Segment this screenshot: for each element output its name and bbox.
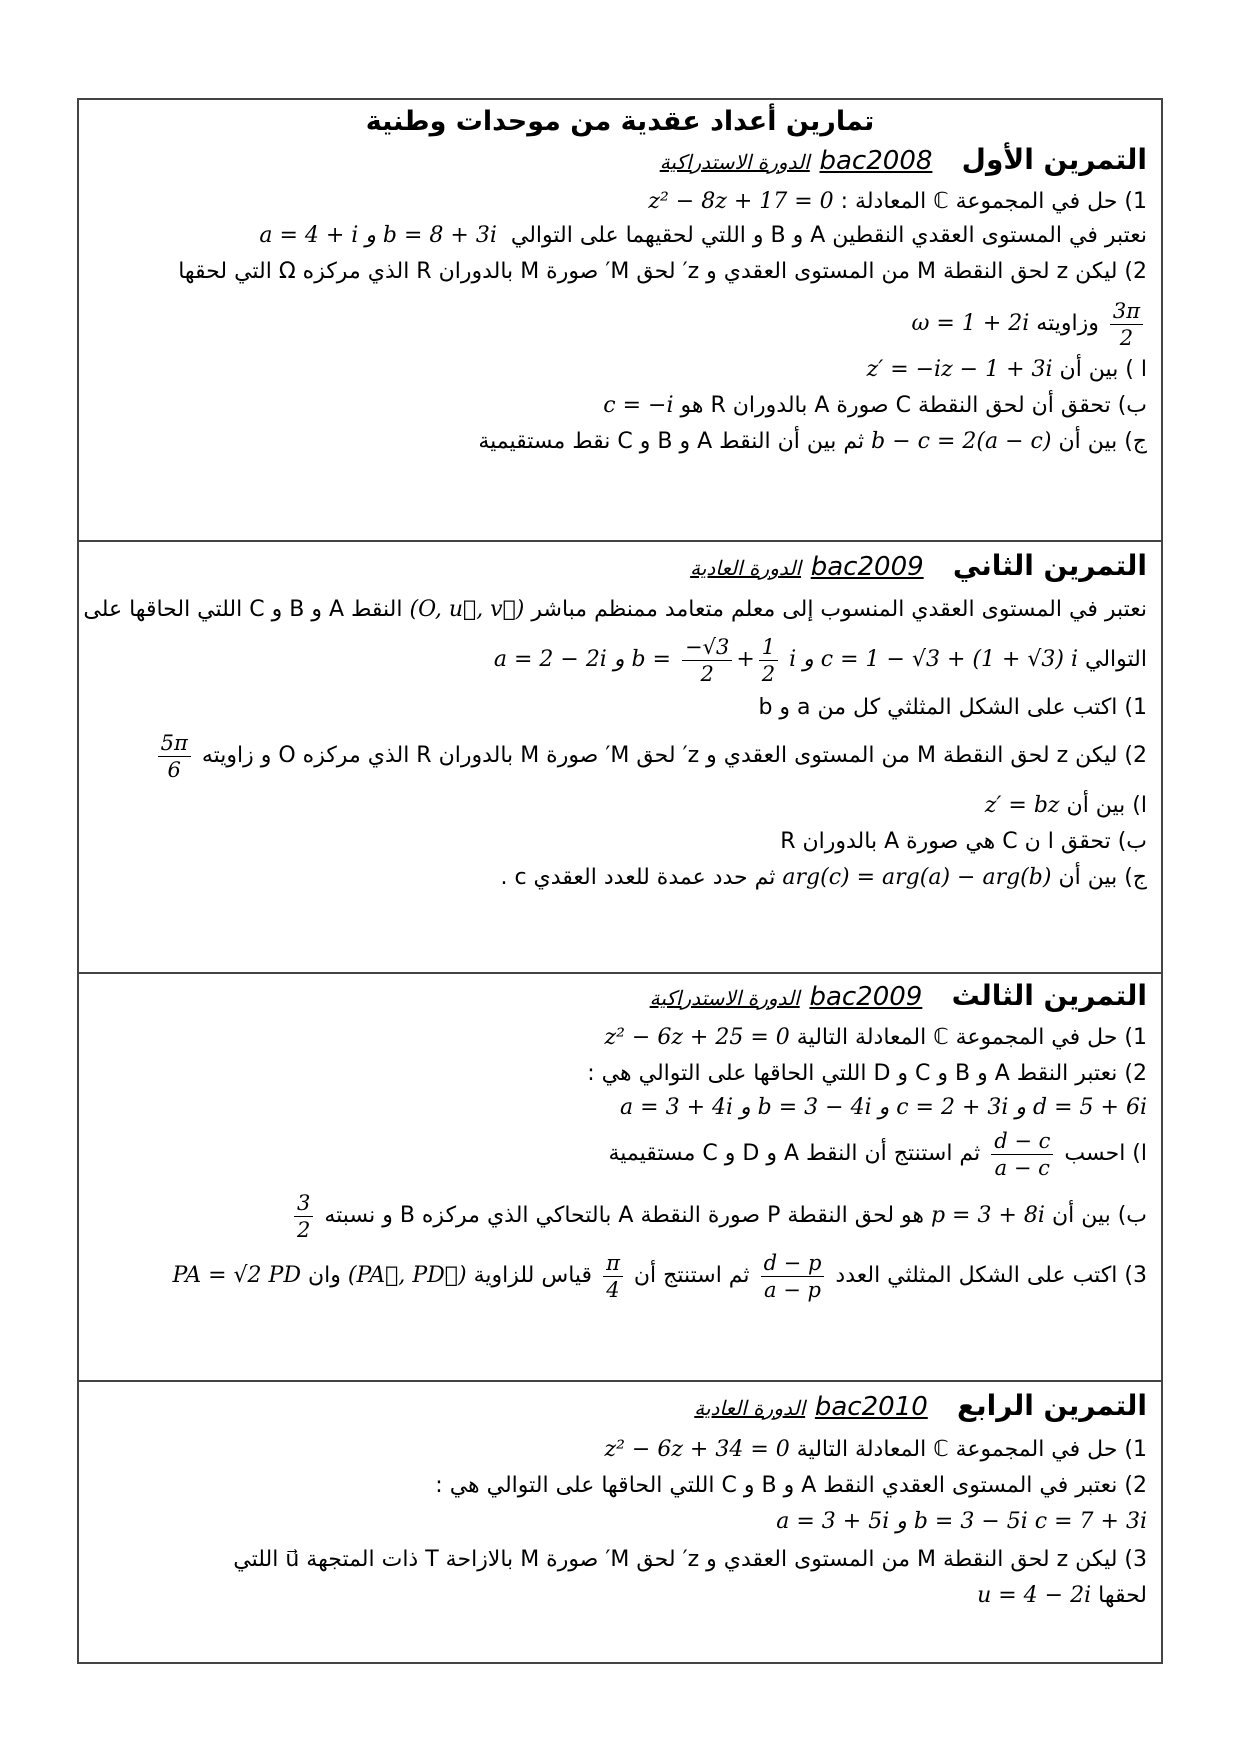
ex1-q2b (93, 390, 1147, 422)
ex1-q2c-text-b: ثم بين أن النقط A و B و C نقط مستقيمية (478, 429, 865, 454)
ex3-q3-text-c: قياس للزاوية (473, 1263, 593, 1288)
ex4-affixes-math: a = 3 + 5i و b = 3 − 5i c = 7 + 3i (776, 1509, 1147, 1534)
ex2-angle-fraction (158, 730, 191, 783)
ex3-affixes (93, 1092, 1147, 1124)
ex2-q2c (93, 862, 1147, 894)
exercise-4-session: الدورة العادية (694, 1396, 806, 1420)
ex2-intro (83, 594, 1147, 626)
exercise-2-header (93, 550, 1147, 584)
ex2-q2 (93, 728, 1147, 784)
ex3-q3-text-a: 3) اكتب على الشكل المثلثي العدد (835, 1263, 1147, 1288)
exercise-3-session: الدورة الاستدراكية (649, 986, 800, 1010)
ex2-angle-den: 6 (167, 757, 181, 782)
ex3-q3-den2: 4 (606, 1277, 620, 1302)
ex1-q2: 2) ليكن z لحق النقطة M من المستوى العقدي و z′ لحق M′ صورة M بالدوران R الذي مركزه Ω التي لحقها (178, 259, 1147, 284)
exercise-4-header (93, 1390, 1147, 1424)
ex4-q1 (93, 1434, 1147, 1466)
ex1-q2c (93, 426, 1147, 458)
ex3-q3-length-math: PA = √2 PD (172, 1263, 301, 1288)
ex3-ratio-k-fraction (294, 1190, 313, 1243)
ex2-b-den1: 2 (700, 661, 714, 686)
exercise-1-session: الدورة الاستدراكية (659, 150, 810, 174)
exercise-2 (79, 540, 1161, 972)
ex3-q3-num1: d − p (761, 1250, 825, 1277)
ex1-q2c-math: b − c = 2(a − c) (871, 429, 1052, 454)
ex1-angle-text: وزاويته (1036, 311, 1099, 336)
ex2-b-num1: −√3 (682, 634, 732, 661)
ex4-q1-text: 1) حل في المجموعة ℂ المعادلة التالية (796, 1437, 1147, 1462)
exercise-4-bac: bac2010 (814, 1392, 928, 1422)
ex3-q3-num2: π (603, 1250, 623, 1277)
ex2-q2b: ب) تحقق ا ن C هي صورة A بالدوران R (780, 829, 1147, 854)
ex2-b-num2: 1 (759, 634, 778, 661)
ex3-ratio-num: d − c (991, 1128, 1053, 1155)
ex2-b-fraction-2 (759, 634, 778, 687)
ex2-frame-math: (O, u⃗, v⃗) (409, 597, 525, 622)
exercise-2-title: التمرين الثاني (952, 549, 1147, 582)
ex2-affixes-math-b: i و c = 1 − √3 + (1 + √3) i (789, 647, 1079, 672)
ex3-q2a (93, 1124, 1147, 1184)
exercise-1-title: التمرين الأول (961, 143, 1147, 176)
ex4-q1-equation: z² − 6z + 34 = 0 (604, 1437, 790, 1462)
ex2-affixes-math-a: a = 2 − 2i و b = (493, 647, 671, 672)
page-title: تمارين أعداد عقدية من موحدات وطنية (365, 106, 875, 137)
exercise-3-bac: bac2009 (809, 982, 923, 1012)
ex2-q2-text: 2) ليكن z لحق النقطة M من المستوى العقدي و z′ لحق M′ صورة M بالدوران R الذي مركزه O و زاويته (201, 743, 1147, 768)
ex1-angle-num: 3π (1110, 298, 1143, 325)
ex1-points-text: نعتبر في المستوى العقدي النقطين A و B و اللتي لحقيهما على التوالي (510, 223, 1147, 248)
ex1-angle-den: 2 (1119, 325, 1134, 350)
ex3-affixes-math: a = 3 + 4i و b = 3 − 4i و c = 2 + 3i و d = 5 + 6i (620, 1095, 1147, 1120)
ex2-q2c-text-b: ثم حدد عمدة للعدد العقدي c . (500, 865, 776, 890)
ex2-intro-text-a: نعتبر في المستوى العقدي المنسوب إلى معلم متعامد ممنظم مباشر (531, 597, 1147, 622)
exercise-1-header (93, 144, 1147, 178)
ex3-q3-fraction-1 (761, 1250, 825, 1303)
exercise-2-bac: bac2009 (810, 552, 924, 582)
ex2-q2c-text-a: ج) بين أن (1058, 865, 1147, 890)
exercise-4 (79, 1380, 1161, 1662)
ex1-q1-text: 1) حل في المجموعة ℂ المعادلة : (840, 189, 1147, 214)
ex2-q2c-math: arg(c) = arg(a) − arg(b) (782, 865, 1052, 890)
ex3-q3-angle-math: (PA⃗, PD⃗) (347, 1263, 467, 1288)
ex2-affixes-math: a = 2 − 2i و b = $\frac{-√3}{2}$ + $\frac{1}{2}$ i و c = 1 − √3 + (1 + √3) i (493, 634, 1079, 686)
ex1-q2a-text: ا ) بين أن (1059, 357, 1147, 382)
ex2-angle-num: 5π (158, 730, 191, 757)
ex3-q2b-text-b: هو لحق النقطة P صورة النقطة A بالتحاكي الذي مركزه B و نسبته (324, 1203, 924, 1228)
ex3-q1 (93, 1022, 1147, 1054)
exercise-3 (79, 972, 1161, 1380)
ex4-vector-math: u = 4 − 2i (977, 1583, 1092, 1608)
exercise-1 (79, 100, 1161, 540)
ex2-q2a-math: z′ = bz (984, 793, 1060, 818)
ex2-b-den2: 2 (761, 661, 776, 686)
ex3-q1-equation: z² − 6z + 25 = 0 (604, 1025, 790, 1050)
ex3-q3-den1: a − p (764, 1277, 821, 1302)
ex3-q2b (93, 1186, 1147, 1246)
ex2-q1: 1) اكتب على الشكل المثلثي كل من a و b (758, 695, 1147, 720)
ex1-q2c-text-a: ج) بين أن (1058, 429, 1147, 454)
ex4-affixes (93, 1506, 1147, 1538)
ex3-q2b-math: p = 3 + 8i (930, 1203, 1045, 1228)
ex1-q2-angle (93, 296, 1147, 352)
ex3-q3-text-b: ثم استنتج أن (633, 1263, 750, 1288)
ex3-q2a-text-b: ثم استنتج أن النقط A و D و C مستقيمية (608, 1141, 981, 1166)
exercise-1-bac: bac2008 (819, 146, 933, 176)
ex3-ratio-den: a − c (994, 1155, 1050, 1180)
ex4-q2: 2) نعتبر في المستوى العقدي النقط A و B و C اللتي الحاقها على التوالي هي : (435, 1473, 1147, 1498)
ex3-q1-text: 1) حل في المجموعة ℂ المعادلة التالية (796, 1025, 1147, 1050)
ex3-q3-fraction-2 (603, 1250, 623, 1303)
ex2-affixes (93, 632, 1147, 688)
ex1-q2b-math: c = −i (603, 393, 674, 418)
ex1-q1-equation: z² − 8z + 17 = 0 (648, 189, 834, 214)
ex2-b-fraction-1 (682, 634, 732, 687)
ex1-q2a (93, 354, 1147, 386)
ex4-vector-text: لحقها (1098, 1583, 1147, 1608)
exercise-3-header (93, 980, 1147, 1014)
ex3-q2a-text-a: ا) احسب (1064, 1141, 1147, 1166)
ex1-points-math: a = 4 + i و b = 8 + 3i (259, 223, 497, 248)
ex1-q2b-text: ب) تحقق أن لحق النقطة C صورة A بالدوران R هو (680, 393, 1147, 418)
ex1-points (93, 220, 1147, 252)
exercise-2-session: الدورة العادية (690, 556, 801, 580)
exercise-3-title: التمرين الثالث (951, 979, 1147, 1012)
ex1-q2a-math: z′ = −iz − 1 + 3i (866, 357, 1053, 382)
ex4-q3-vector (93, 1580, 1147, 1612)
ex4-q3: 3) ليكن z لحق النقطة M من المستوى العقدي و z′ لحق M′ صورة M بالازاحة T ذات المتجهة u⃗ اللتي (233, 1547, 1147, 1572)
document-frame (77, 98, 1163, 1664)
ex3-q3-text-d: وان (307, 1263, 341, 1288)
ex3-q2: 2) نعتبر النقط A و B و C و D اللتي الحاقها على التوالي هي : (587, 1061, 1147, 1086)
exercise-4-title: التمرين الرابع (957, 1389, 1147, 1422)
ex3-q3 (93, 1246, 1147, 1306)
ex3-k-den: 2 (297, 1217, 311, 1242)
ex1-angle-fraction (1110, 298, 1143, 351)
ex3-q2b-text-a: ب) بين أن (1051, 1203, 1147, 1228)
ex1-q1 (93, 186, 1147, 218)
ex3-ratio-fraction (991, 1128, 1053, 1181)
ex2-affixes-text: التوالي (1085, 647, 1147, 672)
ex2-q2a (93, 790, 1147, 822)
ex3-k-num: 3 (294, 1190, 313, 1217)
ex1-omega-math: ω = 1 + 2i (911, 311, 1030, 336)
ex2-q2a-text: ا) بين أن (1066, 793, 1147, 818)
ex2-intro-text-b: النقط A و B و C اللتي الحاقها على (83, 597, 403, 622)
